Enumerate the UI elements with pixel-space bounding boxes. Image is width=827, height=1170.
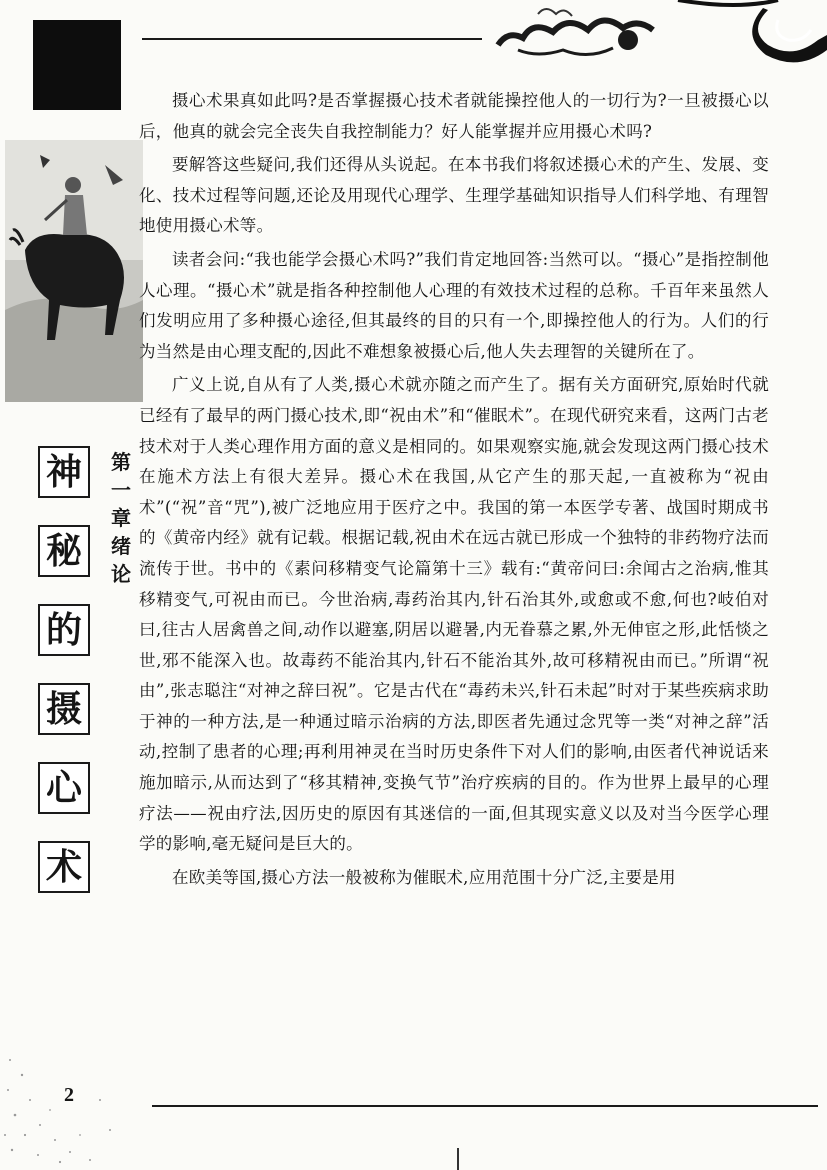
book-title-char: 的 — [38, 604, 90, 656]
paragraph: 在欧美等国,摄心方法一般被称为催眠术,应用范围十分广泛,主要是用 — [172, 867, 676, 887]
book-title-char: 秘 — [38, 525, 90, 577]
body-text — [139, 86, 769, 896]
paragraph: 广义上说,自从有了人类,摄心术就亦随之而产生了。据有关方面研究,原始时代就已经有了最早的两门摄心技术,即“祝由术”和“催眠术”。在现代研究来看，这两门古老技术对于人类心理作用方面的意义是相同的。如果观察实施,就会发现这两门摄心技术在施术方法上有很大差异。摄心术在我国,从它产生的那天起,一直被称为“祝由术”(“祝”音“咒”),被广泛地应用于医疗之中。我国的第一本医学专著、战国时期成书的《黄帝内经》就有记载。根据记载,祝由术在远古就已形成一个独特的非药物疗法而流传于世。书中的《素问移精变气论篇第十三》载有:“黄帝问曰:余闻古之治病,惟其移精变气,可祝由而已。今世治病,毒药治其内,针石治其外,或愈或不愈,何也?岐伯对曰,往古人居禽兽之间,动作以避塞,阴居以避暑,内无眷慕之累,外无伸宦之形,此恬惔之世,邪不能深入也。故毒药不能治其内,针石不能治其外,故可移精祝由而已。”所谓“祝由”,张志聪注“对神之辞曰祝”。它是古代在“毒药未兴,针石未起”时对于某些疾病求助于神的一种方法,是一种通过暗示治病的方法,即医者先通过念咒等一类“对神之辞”活动,控制了患者的心理;再利用神灵在当时历史条件下对人们的影响,由医者代神说话来施加暗示,从而达到了“移其精神,变换气节”治疗疾病的目的。作为世界上最早的心理疗法——祝由疗法,因历史的原因有其迷信的一面,但其现实意义以及对当今医学心理学的影响,毫无疑问是巨大的。 — [139, 375, 769, 854]
book-title-vertical — [38, 446, 98, 920]
book-title-char: 神 — [38, 446, 90, 498]
book-title-char: 术 — [38, 841, 90, 893]
header-rule — [142, 38, 482, 40]
page-number: 2 — [64, 1084, 74, 1106]
dragon-decoration — [478, 0, 827, 70]
chapter-char: 绪 — [111, 534, 131, 558]
chapter-char: 章 — [111, 506, 131, 530]
paragraph: 要解答这些疑问,我们还得从头说起。在本书我们将叙述摄心术的产生、发展、变化、技术过程等问题,还论及用现代心理学、生理学基础知识指导人们科学地、有理智地使用摄心术等。 — [139, 155, 769, 236]
footer-rule — [152, 1105, 818, 1107]
book-title-char: 心 — [38, 762, 90, 814]
ox-rider-illustration — [5, 140, 143, 402]
chapter-heading-vertical — [106, 452, 136, 592]
chapter-char: 第 — [111, 450, 131, 474]
chapter-char: 论 — [111, 562, 131, 586]
book-title-char: 摄 — [38, 683, 90, 735]
chapter-char: 一 — [111, 478, 131, 502]
binding-mark — [457, 1148, 459, 1170]
corner-black-block — [33, 20, 121, 110]
paragraph: 摄心术果真如此吗?是否掌握摄心技术者就能操控他人的一切行为?一旦被摄心以后，他真的就会完全丧失自我控制能力？好人能掌握并应用摄心术吗? — [139, 91, 769, 141]
paragraph: 读者会问:“我也能学会摄心术吗?”我们肯定地回答:当然可以。“摄心”是指控制他人心理。“摄心术”就是指各种控制他人心理的有效技术过程的总称。千百年来虽然人们发明应用了多种摄心途径,但其最终的目的只有一个,即操控他人的行为。人们的行为当然是由心理支配的,因此不难想象被摄心后,他人失去理智的关键所在了。 — [139, 249, 769, 361]
